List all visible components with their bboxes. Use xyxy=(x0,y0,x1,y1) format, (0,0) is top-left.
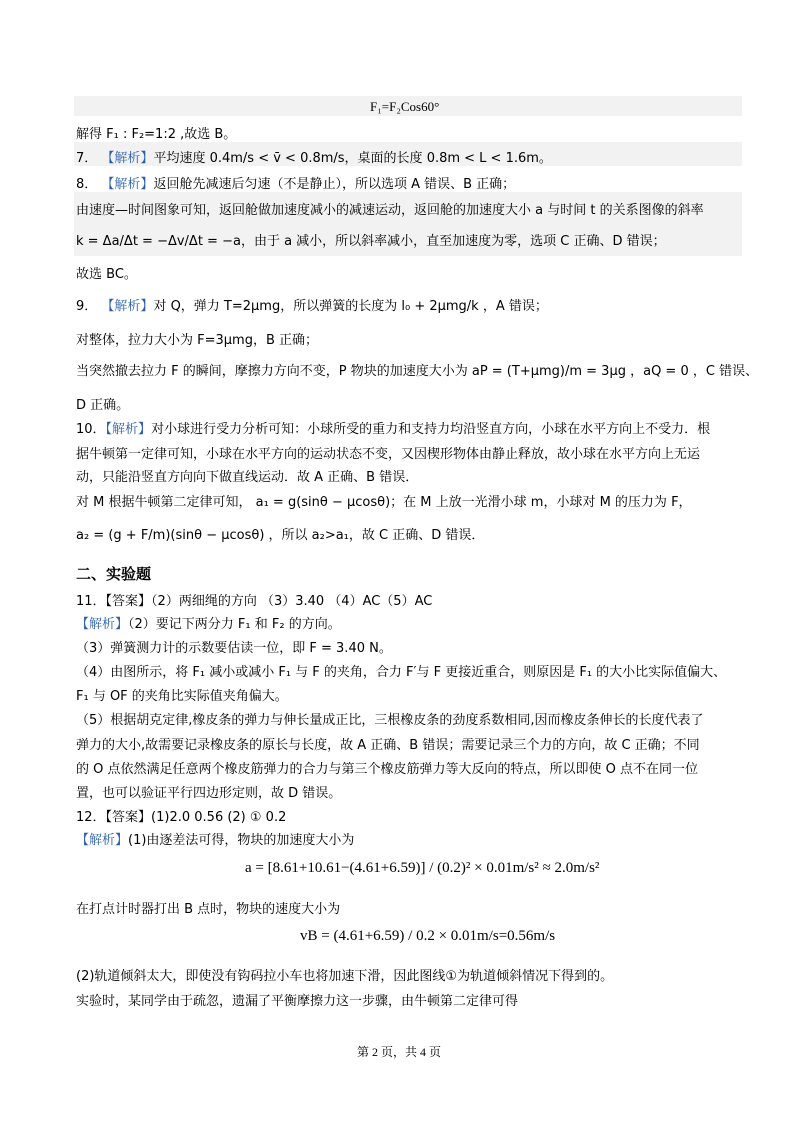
text-line: 弹力的大小,故需要记录橡皮条的原长与长度，故 A 正确、B 错误；需要记录三个力的方向，故 C 正确；不同 xyxy=(76,738,700,753)
question-number: 10． xyxy=(76,422,106,437)
text-line: 由速度—时间图象可知，返回舱做加速度减小的减速运动，返回舱的加速度大小 a 与时间 t 的关系图像的斜率 xyxy=(76,203,704,218)
text-line: a₂ = (g + F/m)(sinθ − μcosθ) ，所以 a₂>a₁，故 C 正确、D 错误． xyxy=(76,528,485,543)
text-line: 对 M 根据牛顿第二定律可知， a₁ = g(sinθ − μcosθ)；在 M 上放一光滑小球 m，小球对 M 的压力为 F， xyxy=(76,495,692,510)
text-line: （5）根据胡克定律,橡皮条的弹力与伸长量成正比，三根橡皮条的劲度系数相同,因而橡皮条伸长的长度代表了 xyxy=(76,713,704,728)
answer-12: 12．【答案】(1)2.0 0.56 (2) ① 0.2 xyxy=(76,810,287,825)
text-line: 当突然撤去拉力 F 的瞬间，摩擦力方向不变，P 物块的加速度大小为 aP = (T+μmg)/m = 3μg ，aQ = 0 ，C 错误、 xyxy=(76,364,759,379)
analysis-tag: 【解析】 xyxy=(101,299,154,314)
text-line: 解得 F₁ : F₂=1:2 ,故选 B。 xyxy=(76,127,237,142)
text-line: 置，也可以验证平行四边形定则，故 D 错误。 xyxy=(76,786,342,801)
question-10 xyxy=(76,418,710,437)
analysis-tag: 【解析】 xyxy=(105,422,152,437)
text-line: D 正确。 xyxy=(76,398,130,413)
analysis-tag: 【解析】 xyxy=(76,617,129,632)
analysis-text: 对小球进行受力分析可知：小球所受的重力和支持力均沿竖直方向，小球在水平方向上不受力．根 xyxy=(151,422,711,437)
analysis-text: 返回舱先减速后匀速（不是静止），所以选项 A 错误、B 正确； xyxy=(153,177,516,192)
analysis-11 xyxy=(76,613,341,632)
analysis-tag: 【解析】 xyxy=(76,833,129,848)
text-line: 动，只能沿竖直方向向下做直线运动．故 A 正确、B 错误． xyxy=(76,470,419,485)
analysis-12 xyxy=(76,829,354,848)
text-line: （3）弹簧测力计的示数要估读一位，即 F = 3.40 N。 xyxy=(76,641,392,656)
analysis-text: 对 Q，弹力 T=2μmg，所以弹簧的长度为 l₀ + 2μmg/k ，A 错误； xyxy=(153,299,548,314)
formula-velocity: vB = (4.61+6.59) / 0.2 × 0.01m/s=0.56m/s xyxy=(300,928,556,944)
text-line: 的 O 点依然满足任意两个橡皮筋弹力的合力与第三个橡皮筋弹力等大反向的特点，所以即使 O 点不在同一位 xyxy=(76,762,698,777)
text-line: (2)轨道倾斜太大，即使没有钩码拉小车也将加速下滑，因此图线①为轨道倾斜情况下得到的。 xyxy=(76,969,614,984)
question-9 xyxy=(76,295,548,314)
text-line: 故选 BC。 xyxy=(76,267,137,282)
formula-acceleration: a = [8.61+10.61−(4.61+6.59)] / (0.2)² × 0.01m/s² ≈ 2.0m/s² xyxy=(245,860,600,876)
question-8 xyxy=(76,173,515,192)
text-line: 据牛顿第一定律可知，小球在水平方向的运动状态不变，又因楔形物体由静止释放，故小球在水平方向上无运 xyxy=(76,447,701,462)
section-heading: 二、实验题 xyxy=(76,565,152,583)
analysis-text: 平均速度 0.4m/s < v̄ < 0.8m/s，桌面的长度 0.8m < L < 1.6m。 xyxy=(153,151,552,166)
analysis-tag: 【解析】 xyxy=(101,177,154,192)
analysis-tag: 【解析】 xyxy=(101,151,154,166)
question-number: 7． xyxy=(76,151,98,166)
text-line: （4）由图所示，将 F₁ 减小或减小 F₁ 与 F 的夹角，合力 F′与 F 更接近重合，则原因是 F₁ 的大小比实际值偏大、 xyxy=(76,665,727,680)
text-line: 对整体，拉力大小为 F=3μmg，B 正确； xyxy=(76,333,319,348)
page-footer: 第 2 页，共 4 页 xyxy=(357,1045,442,1059)
question-number: 8． xyxy=(76,177,98,192)
text-line: F₁ 与 OF 的夹角比实际值夹角偏大。 xyxy=(76,689,288,704)
question-7 xyxy=(76,147,552,166)
text-line: 在打点计时器打出 B 点时，物块的速度大小为 xyxy=(76,902,341,917)
text-line: k = Δa/Δt = −Δv/Δt = −a，由于 a 减小，所以斜率减小，直至加速度为零，选项 C 正确、D 错误； xyxy=(76,234,666,249)
question-number: 9． xyxy=(76,299,98,314)
analysis-text: (1)由逐差法可得，物块的加速度大小为 xyxy=(128,833,355,848)
answer-11: 11．【答案】（2）两细绳的方向 （3）3.40 （4）AC（5）AC xyxy=(76,594,433,609)
analysis-text: （2）要记下两分力 F₁ 和 F₂ 的方向。 xyxy=(128,617,341,632)
text-line: 实验时，某同学由于疏忽，遗漏了平衡摩擦力这一步骤，由牛顿第二定律可得 xyxy=(76,994,519,1009)
formula-f1-f2: F₁=F₂Cos60° xyxy=(370,99,440,114)
